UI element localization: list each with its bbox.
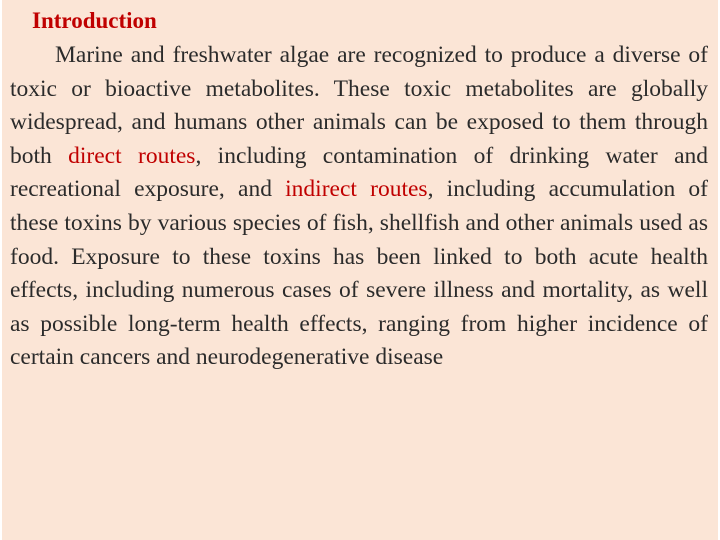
highlight-indirect-routes: indirect routes bbox=[285, 176, 428, 203]
paragraph-text-1: Marine and freshwater algae are recognized to produce a diverse of toxic or bioactive metabolites. These toxic metabolites are globally widespread, and humans other animals can be exposed to them through both bbox=[10, 42, 708, 169]
slide bbox=[2, 0, 718, 540]
paragraph-text-3: , including accumulation of these toxins by various species of fish, shellfish and other animals used as food. Exposure to these toxins has been linked to both acute health effects, including numerous cases of severe illness and mortality, as well as possible long-term health effects, ranging from higher incidence of certain cancers and neurodegenerative disease bbox=[10, 176, 709, 371]
highlight-direct-routes: direct routes bbox=[68, 142, 196, 169]
section-heading: Introduction bbox=[32, 8, 157, 33]
paragraph-text-2: , including contamination of drinking water and recreational exposure, and bbox=[10, 142, 708, 203]
intro-paragraph bbox=[10, 39, 708, 375]
